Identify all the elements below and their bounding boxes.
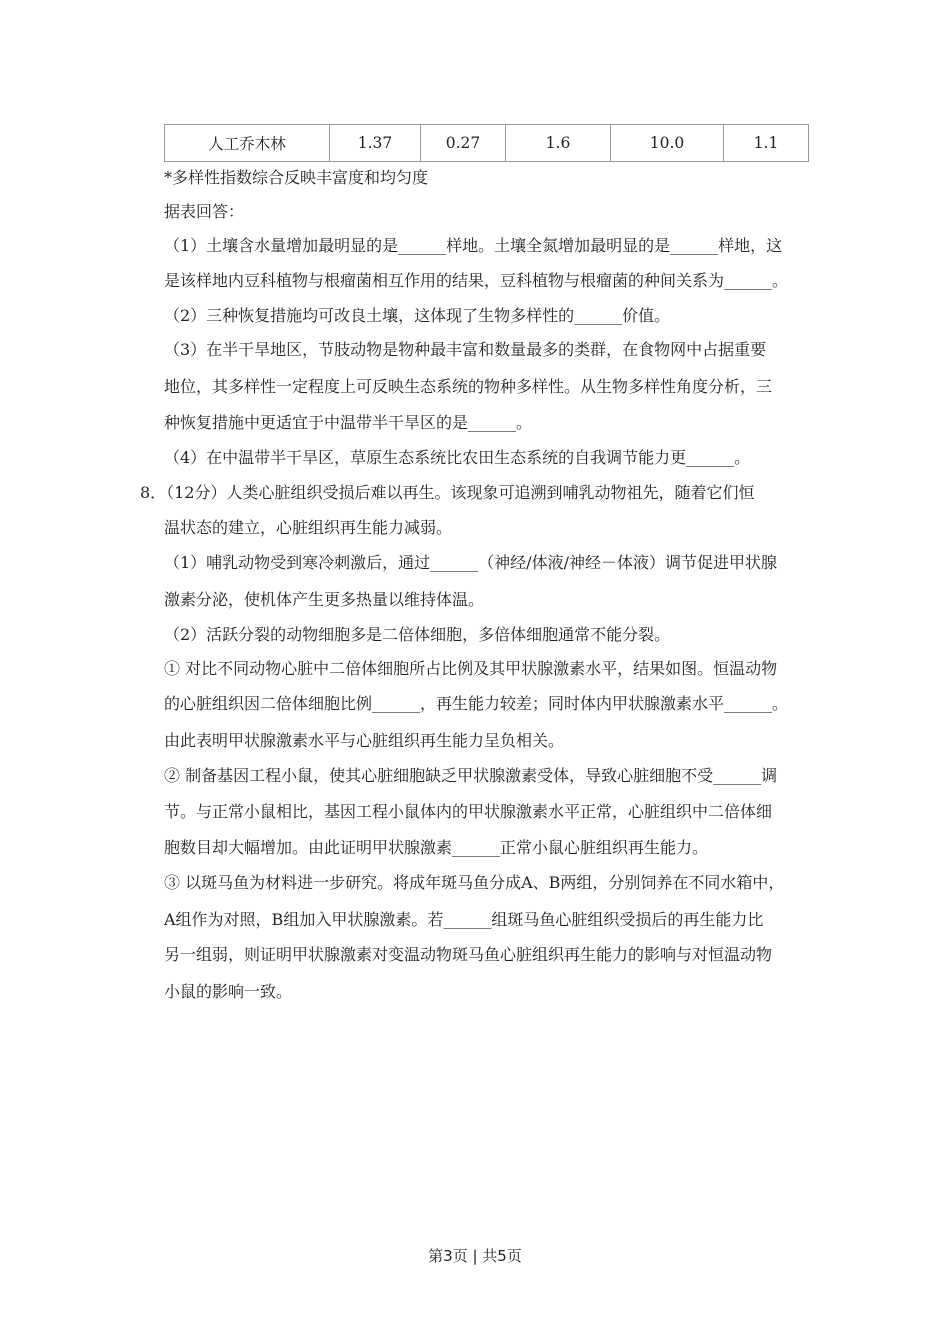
table-cell: 0.27 bbox=[421, 125, 506, 162]
text-line: （4）在中温带半干旱区，草原生态系统比农田生态系统的自我调节能力更______。 bbox=[164, 448, 751, 467]
table-footnote: *多样性指数综合反映丰富度和均匀度 bbox=[164, 168, 429, 187]
text-line: 地位，其多样性一定程度上可反映生态系统的物种多样性。从生物多样性角度分析，三 bbox=[164, 377, 773, 396]
text-line: （1）哺乳动物受到寒冷刺激后，通过______（神经/体液/神经－体液）调节促进甲状腺 bbox=[164, 553, 777, 572]
text-line: 是该样地内豆科植物与根瘤菌相互作用的结果，豆科植物与根瘤菌的种间关系为______。 bbox=[164, 271, 789, 290]
text-line: A组作为对照，B组加入甲状腺激素。若______组斑马鱼心脏组织受损后的再生能力比 bbox=[164, 910, 764, 929]
table-row bbox=[165, 125, 809, 162]
text-line: ① 对比不同动物心脏中二倍体细胞所占比例及其甲状腺激素水平，结果如图。恒温动物 bbox=[164, 659, 778, 678]
text-line: 小鼠的影响一致。 bbox=[164, 982, 293, 1001]
text-line: 另一组弱，则证明甲状腺激素对变温动物斑马鱼心脏组织再生能力的影响与对恒温动物 bbox=[164, 945, 773, 964]
data-table bbox=[164, 124, 809, 162]
page-footer: 第3页 | 共5页 bbox=[428, 1247, 522, 1265]
text-line: 的心脏组织因二倍体细胞比例______，再生能力较差；同时体内甲状腺激素水平______。 bbox=[164, 694, 789, 713]
text-line: ② 制备基因工程小鼠，使其心脏细胞缺乏甲状腺激素受体，导致心脏细胞不受______调 bbox=[164, 766, 778, 785]
text-line: （1）土壤含水量增加最明显的是______样地。土壤全氮增加最明显的是______样地，这 bbox=[164, 236, 783, 255]
text-line: 激素分泌，使机体产生更多热量以维持体温。 bbox=[164, 590, 485, 609]
table-cell: 10.0 bbox=[611, 125, 724, 162]
text-line: 据表回答： bbox=[164, 202, 245, 221]
text-line: ③ 以斑马鱼为材料进一步研究。将成年斑马鱼分成A、B两组，分别饲养在不同水箱中， bbox=[164, 873, 785, 892]
table-cell: 人工乔木林 bbox=[165, 125, 330, 162]
text-line: 胞数目却大幅增加。由此证明甲状腺激素______正常小鼠心脏组织再生能力。 bbox=[164, 838, 709, 857]
text-line: （2）活跃分裂的动物细胞多是二倍体细胞，多倍体细胞通常不能分裂。 bbox=[164, 625, 671, 644]
table-cell: 1.37 bbox=[330, 125, 421, 162]
text-line: （2）三种恢复措施均可改良土壤，这体现了生物多样性的______价值。 bbox=[164, 306, 671, 325]
text-line: 由此表明甲状腺激素水平与心脏组织再生能力呈负相关。 bbox=[164, 731, 565, 750]
text-line: 种恢复措施中更适宜于中温带半干旱区的是______。 bbox=[164, 413, 533, 432]
question-8-heading: 8．（12分）人类心脏组织受损后难以再生。该现象可追溯到哺乳动物祖先，随着它们恒 bbox=[140, 483, 755, 502]
text-line: 温状态的建立，心脏组织再生能力减弱。 bbox=[164, 518, 453, 537]
text-line: 节。与正常小鼠相比，基因工程小鼠体内的甲状腺激素水平正常，心脏组织中二倍体细 bbox=[164, 802, 773, 821]
table-cell: 1.1 bbox=[724, 125, 809, 162]
table-cell: 1.6 bbox=[506, 125, 611, 162]
text-line: （3）在半干旱地区，节肢动物是物种最丰富和数量最多的类群，在食物网中占据重要 bbox=[164, 340, 767, 359]
